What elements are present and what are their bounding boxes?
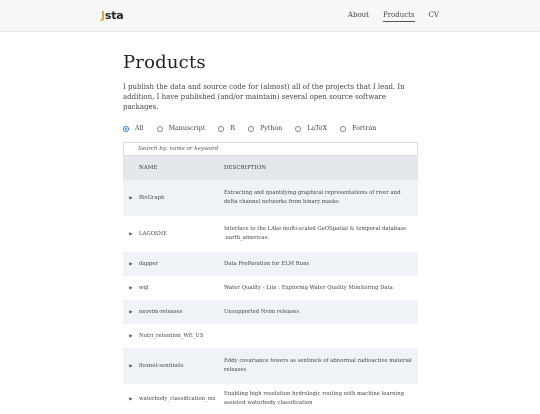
logo-text: sta [104, 9, 124, 22]
filter-manuscript[interactable] [157, 125, 206, 132]
product-description: Data PreParation for ELM Runs [224, 260, 310, 267]
intro-paragraph: I publish the data and source code for (almost) all of the projects that I lead. In addition, I have published (and/or maintain) several open source software packages. [123, 83, 405, 111]
triangle-right-icon[interactable]: ▶ [129, 309, 133, 315]
product-description: Water Quality - Lite : Exploring Water Quality Monitoring Data [224, 284, 393, 291]
table-row[interactable] [123, 180, 418, 216]
radio-button-icon[interactable] [340, 126, 346, 132]
product-description: Extracting and quantifying graphical representations of river and delta channel networks from binary masks [224, 190, 401, 205]
filter-label: R [230, 125, 235, 132]
filter-label: Manuscript [168, 125, 206, 132]
nav-products[interactable]: Products [383, 11, 415, 22]
product-description: Unsupported Nvim releases [224, 308, 300, 315]
radio-button-icon[interactable] [248, 126, 254, 132]
product-name: Nutri_retention_WE_US [139, 333, 204, 339]
filter-fortran[interactable] [340, 125, 376, 132]
filter-label: Python [259, 125, 283, 132]
products-table [123, 156, 418, 414]
nav-about[interactable]: About [347, 11, 369, 19]
filter-label: All [135, 125, 144, 132]
nav-cv[interactable]: CV [428, 11, 439, 19]
category-filter [123, 125, 418, 132]
column-header-name[interactable]: NAME [139, 165, 158, 171]
main-content [123, 32, 418, 414]
product-description: Interface to the LAke multi-scaled GeOSpatial & temporal database :earth_americas: [224, 226, 407, 241]
filter-r[interactable] [218, 125, 235, 132]
radio-button-icon[interactable] [157, 126, 163, 132]
radio-button-icon[interactable] [218, 126, 224, 132]
triangle-right-icon[interactable]: ▶ [129, 396, 133, 402]
triangle-right-icon[interactable]: ▶ [129, 261, 133, 267]
table-row[interactable] [123, 300, 418, 324]
toggle-column-header [123, 156, 136, 180]
triangle-right-icon[interactable]: ▶ [129, 285, 133, 291]
filter-label: Fortran [352, 125, 377, 132]
product-description: Eddy covariance towers as sentinels of abnormal radioactive material releases [224, 358, 412, 373]
site-logo[interactable] [101, 9, 124, 22]
triangle-right-icon[interactable]: ▶ [129, 333, 133, 339]
filter-latex[interactable] [295, 125, 327, 132]
radio-button-icon[interactable] [295, 126, 301, 132]
table-row[interactable] [123, 384, 418, 414]
filter-label: LaTeX [307, 125, 328, 132]
product-name: neovim-releases [139, 309, 183, 315]
search-input[interactable]: Search by: name or keyword [123, 142, 418, 156]
column-header-description[interactable]: DESCRIPTION [224, 165, 267, 171]
filter-python[interactable] [248, 125, 282, 132]
table-row[interactable] [123, 324, 418, 348]
table-row[interactable] [123, 216, 418, 252]
product-name: fluxnet-sentinels [139, 363, 184, 369]
triangle-right-icon[interactable]: ▶ [129, 363, 133, 369]
filter-all[interactable] [123, 125, 144, 132]
table-row[interactable] [123, 348, 418, 384]
logo-mark: J [101, 9, 105, 22]
product-description [224, 324, 418, 348]
main-nav [348, 11, 439, 22]
table-row[interactable] [123, 252, 418, 276]
product-name: dapper [139, 261, 158, 267]
triangle-right-icon[interactable]: ▶ [129, 195, 133, 201]
product-name: LAGOSNE [139, 231, 168, 237]
table-row[interactable] [123, 276, 418, 300]
triangle-right-icon[interactable]: ▶ [129, 231, 133, 237]
radio-button-icon[interactable] [123, 126, 129, 132]
product-name: RivGraph [139, 195, 165, 201]
top-navbar [0, 0, 540, 32]
table-header-row [123, 156, 418, 180]
product-description: Enabling high resolution hydrologic routing with machine learning assisted waterbody classification [224, 391, 405, 406]
product-name: wql [139, 285, 149, 291]
page-title: Products [123, 52, 206, 73]
product-name: waterbody_classification_ms [139, 396, 216, 402]
